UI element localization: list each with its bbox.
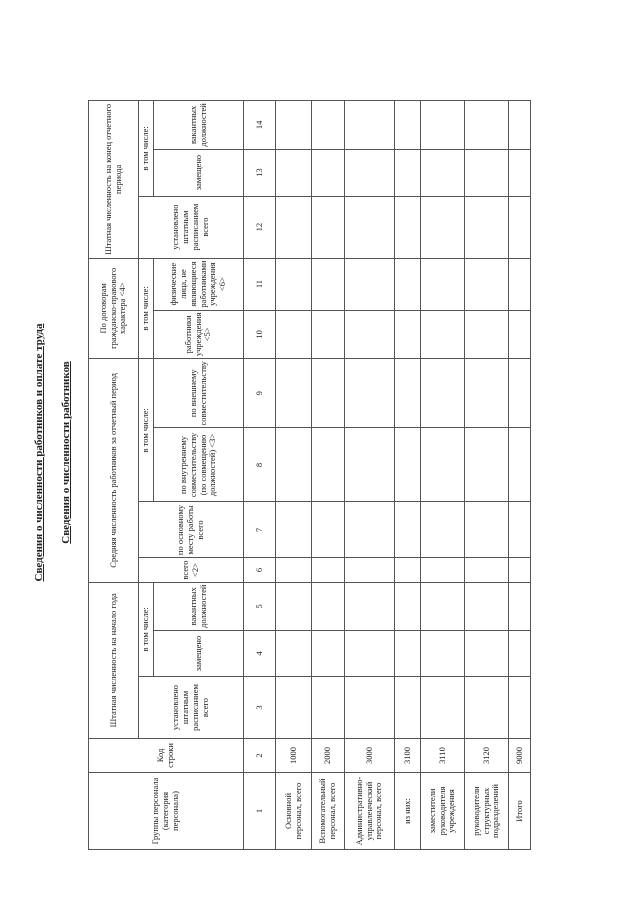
data-cell <box>465 310 509 359</box>
col-number: 13 <box>244 149 276 196</box>
data-cell <box>421 196 465 258</box>
header-staff-end: Штатная численность на конец отчетного периода <box>89 101 139 258</box>
data-cell <box>465 582 509 630</box>
header-individuals: физические лица, не являющиеся работниками учреждения <6> <box>154 258 244 310</box>
row-code: 1000 <box>276 739 312 773</box>
header-incl-gpd: в том числе: <box>139 258 154 359</box>
data-cell <box>465 502 509 558</box>
data-cell <box>395 558 421 582</box>
table-row <box>276 101 312 850</box>
data-cell <box>395 582 421 630</box>
data-cell <box>345 258 395 310</box>
data-cell <box>312 428 345 502</box>
table-row <box>465 101 509 850</box>
col-number: 2 <box>244 739 276 773</box>
data-cell <box>276 101 312 149</box>
data-cell <box>421 677 465 739</box>
row-code: 3120 <box>465 739 509 773</box>
data-cell <box>509 631 531 677</box>
data-cell <box>312 196 345 258</box>
data-cell <box>345 310 395 359</box>
data-cell <box>276 582 312 630</box>
col-number: 5 <box>244 582 276 630</box>
data-cell <box>312 558 345 582</box>
data-cell <box>395 149 421 196</box>
data-cell <box>345 428 395 502</box>
row-label: из них: <box>395 773 421 850</box>
data-cell <box>421 101 465 149</box>
header-established-start: установлено штатным расписанием всего <box>139 677 244 739</box>
data-cell <box>276 631 312 677</box>
data-cell <box>465 677 509 739</box>
data-cell <box>312 582 345 630</box>
data-cell <box>345 149 395 196</box>
data-cell <box>345 582 395 630</box>
header-incl-end: в том числе: <box>139 101 154 196</box>
row-label: Итого <box>509 773 531 850</box>
data-cell <box>276 502 312 558</box>
col-number: 6 <box>244 558 276 582</box>
header-external: по внешнему совместительству <box>154 359 244 428</box>
data-cell <box>509 101 531 149</box>
data-cell <box>421 258 465 310</box>
data-cell <box>345 502 395 558</box>
data-cell <box>345 631 395 677</box>
data-cell <box>312 149 345 196</box>
header-vacant-end: вакантных должностей <box>154 101 244 149</box>
header-employees: работники учреждения <5> <box>154 310 244 359</box>
data-cell <box>465 428 509 502</box>
data-cell <box>421 359 465 428</box>
col-number: 1 <box>244 773 276 850</box>
data-cell <box>345 196 395 258</box>
header-group: Группы персонала (категория персонала) <box>89 773 244 850</box>
data-cell <box>395 359 421 428</box>
row-label: Административно-управленческий персонал, всего <box>345 773 395 850</box>
header-filled-start: замещено <box>154 631 244 677</box>
row-label: заместители руководителя учреждения <box>421 773 465 850</box>
data-cell <box>509 359 531 428</box>
row-code: 2000 <box>312 739 345 773</box>
data-cell <box>509 196 531 258</box>
data-cell <box>395 502 421 558</box>
table-row <box>345 101 395 850</box>
table-row <box>395 101 421 850</box>
table-row <box>421 101 465 850</box>
col-number: 8 <box>244 428 276 502</box>
data-cell <box>509 558 531 582</box>
data-cell <box>276 428 312 502</box>
header-average: Средняя численность работников за отчетный период <box>89 359 139 583</box>
data-cell <box>509 258 531 310</box>
col-number: 4 <box>244 631 276 677</box>
header-gpd: По договорам гражданско-правового характера <4> <box>89 258 139 359</box>
staff-table <box>88 100 531 850</box>
data-cell <box>465 258 509 310</box>
data-cell <box>312 258 345 310</box>
data-cell <box>312 677 345 739</box>
table-body <box>276 101 531 850</box>
data-cell <box>276 359 312 428</box>
data-cell <box>421 310 465 359</box>
data-cell <box>312 101 345 149</box>
data-cell <box>276 677 312 739</box>
data-cell <box>395 196 421 258</box>
data-cell <box>276 149 312 196</box>
data-cell <box>509 502 531 558</box>
col-number: 3 <box>244 677 276 739</box>
data-cell <box>465 196 509 258</box>
data-cell <box>509 582 531 630</box>
data-cell <box>421 428 465 502</box>
header-incl-avg: в том числе: <box>139 359 154 502</box>
data-cell <box>421 558 465 582</box>
row-label: Основной персонал, всего <box>276 773 312 850</box>
data-cell <box>312 359 345 428</box>
data-cell <box>276 258 312 310</box>
col-number: 14 <box>244 101 276 149</box>
data-cell <box>465 101 509 149</box>
data-cell <box>509 310 531 359</box>
data-cell <box>509 677 531 739</box>
col-number: 9 <box>244 359 276 428</box>
header-main-place: по основному месту работы всего <box>139 502 244 558</box>
header-code: Код строки <box>89 739 244 773</box>
data-cell <box>312 502 345 558</box>
data-cell <box>312 310 345 359</box>
data-cell <box>395 101 421 149</box>
row-code: 3000 <box>345 739 395 773</box>
data-cell <box>509 428 531 502</box>
header-total-avg: всего <2> <box>139 558 244 582</box>
data-cell <box>421 582 465 630</box>
column-number-row <box>244 101 276 850</box>
row-code: 3110 <box>421 739 465 773</box>
header-internal: по внутреннему совместительству (по совмещению должностей) <3> <box>154 428 244 502</box>
data-cell <box>345 558 395 582</box>
col-number: 12 <box>244 196 276 258</box>
data-cell <box>465 359 509 428</box>
table-row <box>312 101 345 850</box>
section-title: Сведения о численности работников <box>60 361 72 544</box>
data-cell <box>276 558 312 582</box>
data-cell <box>465 558 509 582</box>
data-cell <box>345 677 395 739</box>
row-code: 9000 <box>509 739 531 773</box>
data-cell <box>312 631 345 677</box>
data-cell <box>395 677 421 739</box>
col-number: 10 <box>244 310 276 359</box>
header-vacant-start: вакантных должностей <box>154 582 244 630</box>
data-cell <box>465 149 509 196</box>
data-cell <box>421 149 465 196</box>
document-title: Сведения о численности работников и оплате труда <box>33 323 45 582</box>
data-cell <box>465 631 509 677</box>
data-cell <box>421 631 465 677</box>
data-cell <box>276 196 312 258</box>
col-number: 7 <box>244 502 276 558</box>
header-staff-start: Штатная численность на начало года <box>89 582 139 738</box>
data-cell <box>395 631 421 677</box>
row-label: руководители структурных подразделений <box>465 773 509 850</box>
row-code: 3100 <box>395 739 421 773</box>
data-cell <box>395 310 421 359</box>
data-cell <box>345 359 395 428</box>
data-cell <box>395 428 421 502</box>
data-cell <box>421 502 465 558</box>
data-cell <box>395 258 421 310</box>
header-incl-start: в том числе: <box>139 582 154 676</box>
data-cell <box>509 149 531 196</box>
row-label: Вспомогательный персонал, всего <box>312 773 345 850</box>
table-row <box>509 101 531 850</box>
header-filled-end: замещено <box>154 149 244 196</box>
data-cell <box>345 101 395 149</box>
col-number: 11 <box>244 258 276 310</box>
header-established-end: установлено штатным расписанием всего <box>139 196 244 258</box>
data-cell <box>276 310 312 359</box>
